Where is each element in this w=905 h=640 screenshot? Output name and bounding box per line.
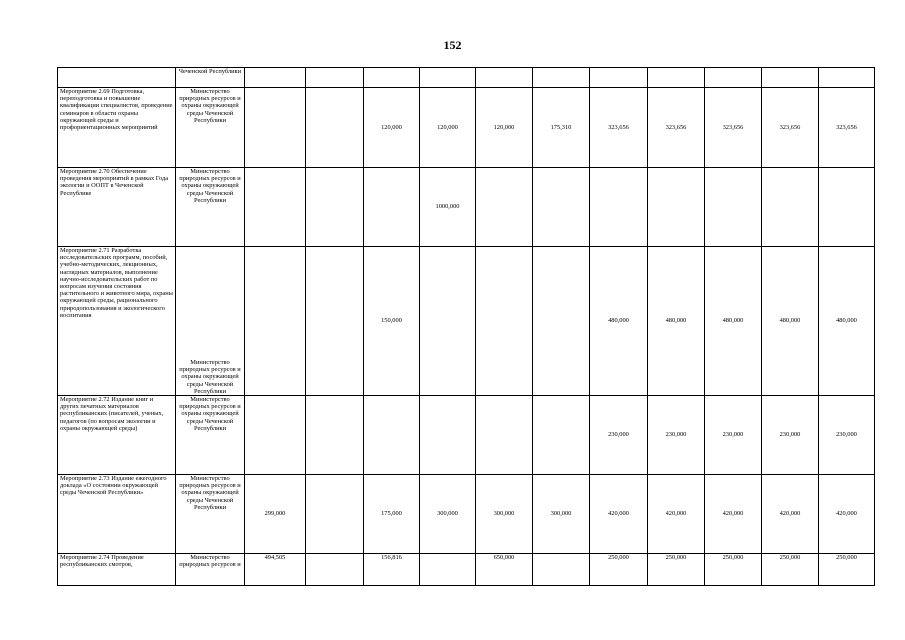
value-cell bbox=[476, 68, 533, 88]
value-cell bbox=[306, 396, 364, 475]
measure-description: Мероприятие 2.74 Проведение республиканских смотров, bbox=[58, 554, 176, 586]
value-cell: 650,000 bbox=[476, 554, 533, 586]
value-cell: 494,505 bbox=[245, 554, 306, 586]
value-cell: 250,000 bbox=[762, 554, 819, 586]
value-cell: 480,000 bbox=[819, 247, 875, 396]
measure-description: Мероприятие 2.70 Обеспечение проведения мероприятий в рамках Года экологии и ООПТ в Чеченской Республике bbox=[58, 168, 176, 247]
value-cell: 323,656 bbox=[590, 88, 648, 168]
value-cell bbox=[705, 68, 762, 88]
value-cell bbox=[306, 168, 364, 247]
page-number: 152 bbox=[443, 38, 462, 52]
value-cell bbox=[245, 396, 306, 475]
table-row bbox=[58, 554, 875, 586]
executor-cell: Министерство природных ресурсов и охраны окружающей среды Чеченской Республики bbox=[176, 168, 245, 247]
value-cell bbox=[245, 247, 306, 396]
value-cell bbox=[245, 168, 306, 247]
value-cell: 230,000 bbox=[705, 396, 762, 475]
executor-cell: Министерство природных ресурсов и bbox=[176, 554, 245, 586]
value-cell: 480,000 bbox=[590, 247, 648, 396]
value-cell: 230,000 bbox=[590, 396, 648, 475]
value-cell bbox=[364, 68, 420, 88]
value-cell bbox=[306, 68, 364, 88]
value-cell: 420,000 bbox=[762, 475, 819, 554]
value-cell: 300,000 bbox=[476, 475, 533, 554]
value-cell: 323,656 bbox=[762, 88, 819, 168]
executor-cell: Министерство природных ресурсов и охраны окружающей среды Чеченской Республики bbox=[176, 396, 245, 475]
value-cell: 156,816 bbox=[364, 554, 420, 586]
value-cell: 175,310 bbox=[533, 88, 590, 168]
value-cell bbox=[533, 68, 590, 88]
budget-table bbox=[57, 67, 875, 586]
value-cell: 250,000 bbox=[590, 554, 648, 586]
executor-cell: Министерство природных ресурсов и охраны окружающей среды Чеченской Республики bbox=[176, 88, 245, 168]
value-cell bbox=[245, 88, 306, 168]
value-cell: 120,000 bbox=[420, 88, 476, 168]
value-cell bbox=[476, 396, 533, 475]
value-cell bbox=[420, 554, 476, 586]
value-cell: 250,000 bbox=[705, 554, 762, 586]
value-cell bbox=[533, 168, 590, 247]
value-cell: 300,000 bbox=[533, 475, 590, 554]
value-cell bbox=[420, 396, 476, 475]
measure-description: Мероприятие 2.73 Издание ежегодного доклада «О состоянии окружающей среды Чеченской Республики» bbox=[58, 475, 176, 554]
value-cell: 175,000 bbox=[364, 475, 420, 554]
value-cell bbox=[245, 68, 306, 88]
value-cell: 250,000 bbox=[648, 554, 705, 586]
value-cell bbox=[762, 68, 819, 88]
value-cell bbox=[648, 68, 705, 88]
value-cell: 323,656 bbox=[819, 88, 875, 168]
value-cell bbox=[364, 168, 420, 247]
value-cell bbox=[819, 168, 875, 247]
value-cell: 480,000 bbox=[648, 247, 705, 396]
value-cell bbox=[590, 68, 648, 88]
executor-cell: Министерство природных ресурсов и охраны окружающей среды Чеченской Республики bbox=[176, 247, 245, 396]
value-cell bbox=[590, 168, 648, 247]
value-cell: 230,000 bbox=[762, 396, 819, 475]
value-cell: 250,000 bbox=[819, 554, 875, 586]
value-cell: 230,000 bbox=[819, 396, 875, 475]
value-cell bbox=[648, 168, 705, 247]
executor-cell: Министерство природных ресурсов и охраны окружающей среды Чеченской Республики bbox=[176, 475, 245, 554]
value-cell: 230,000 bbox=[648, 396, 705, 475]
value-cell bbox=[420, 68, 476, 88]
value-cell: 299,000 bbox=[245, 475, 306, 554]
value-cell: 420,000 bbox=[648, 475, 705, 554]
value-cell: 480,000 bbox=[705, 247, 762, 396]
table-row bbox=[58, 68, 875, 88]
table-row bbox=[58, 88, 875, 168]
value-cell bbox=[476, 168, 533, 247]
value-cell bbox=[420, 247, 476, 396]
measure-description bbox=[58, 68, 176, 88]
measure-description: Мероприятие 2.71 Разработка исследовательских программ, пособий, учебно-методических, лекционных, наглядных материалов, выполнение научно-исследовательских работ по вопросам изучения состояния растительного и животного мира, охраны окружающей среды, рационального природопользования и экологического воспитания bbox=[58, 247, 176, 396]
table-row bbox=[58, 168, 875, 247]
value-cell: 480,000 bbox=[762, 247, 819, 396]
value-cell bbox=[306, 554, 364, 586]
value-cell bbox=[819, 68, 875, 88]
value-cell bbox=[533, 396, 590, 475]
table-row bbox=[58, 247, 875, 396]
value-cell: 300,000 bbox=[420, 475, 476, 554]
value-cell: 150,000 bbox=[364, 247, 420, 396]
value-cell: 323,656 bbox=[648, 88, 705, 168]
value-cell: 420,000 bbox=[705, 475, 762, 554]
value-cell bbox=[306, 88, 364, 168]
measure-description: Мероприятие 2.72 Издание книг и других печатных материалов республиканских (писателей, ученых, педагогов (по вопросам экологии и охраны окружающей среды) bbox=[58, 396, 176, 475]
value-cell: 420,000 bbox=[590, 475, 648, 554]
value-cell bbox=[705, 168, 762, 247]
value-cell: 1000,000 bbox=[420, 168, 476, 247]
value-cell bbox=[364, 396, 420, 475]
value-cell bbox=[306, 475, 364, 554]
measure-description: Мероприятие 2.69 Подготовка, переподготовка и повышение квалификации специалистов, проведение семинаров в области охраны окружающей среды и профориентационных мероприятий bbox=[58, 88, 176, 168]
executor-cell: Чеченской Республики bbox=[176, 68, 245, 88]
table-row bbox=[58, 396, 875, 475]
value-cell bbox=[306, 247, 364, 396]
table-row bbox=[58, 475, 875, 554]
value-cell bbox=[533, 247, 590, 396]
value-cell: 120,000 bbox=[476, 88, 533, 168]
value-cell: 323,656 bbox=[705, 88, 762, 168]
value-cell bbox=[533, 554, 590, 586]
value-cell bbox=[476, 247, 533, 396]
value-cell bbox=[762, 168, 819, 247]
value-cell: 420,000 bbox=[819, 475, 875, 554]
value-cell: 120,000 bbox=[364, 88, 420, 168]
